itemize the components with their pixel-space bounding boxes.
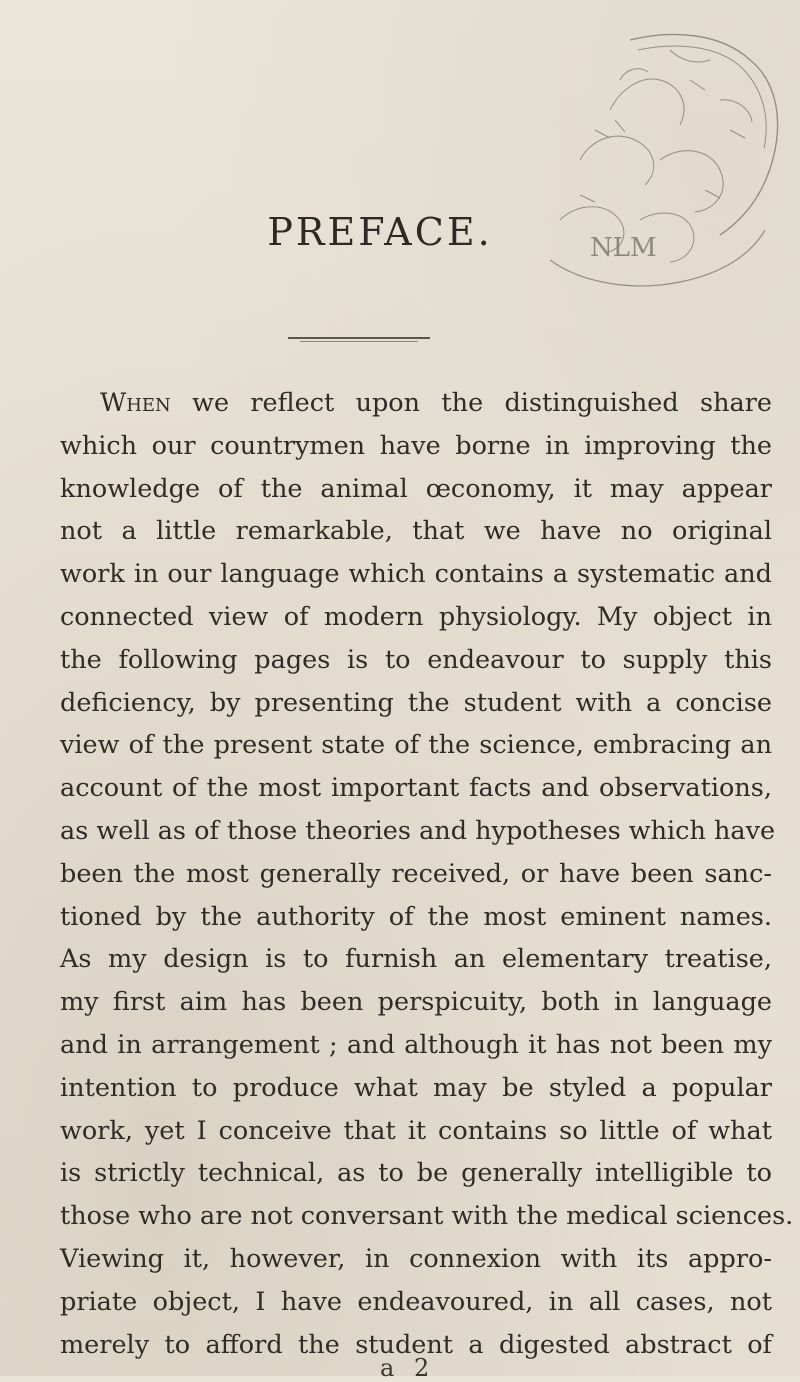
paragraph-line: intention to produce what may be styled a popular [60, 1072, 772, 1103]
paragraph-line: my first aim has been perspicuity, both in language [60, 987, 772, 1018]
paragraph-line: view of the present state of the science, embracing an [60, 730, 772, 761]
library-stamp [520, 20, 790, 320]
stamp-text: NLM [590, 233, 657, 263]
paragraph-line: as well as of those theories and hypotheses which have [60, 815, 776, 846]
paragraph-line: Viewing it, however, in connexion with its appro- [60, 1243, 772, 1274]
paragraph-line: priate object, I have endeavoured, in all cases, not [60, 1286, 772, 1317]
paragraph-line: which our countrymen have borne in improving the [60, 430, 772, 461]
paragraph-line: the following pages is to endeavour to supply this [60, 644, 772, 675]
paragraph-line: knowledge of the animal œconomy, it may appear [60, 473, 772, 504]
paragraph-line: those who are not conversant with the medical sciences. [60, 1201, 794, 1232]
paragraph-line: and in arrangement ; and although it has not been my [60, 1029, 772, 1060]
paragraph-line: deficiency, by presenting the student with a concise [60, 687, 772, 718]
paragraph-line: work, yet I conceive that it contains so little of what [60, 1115, 772, 1146]
lead-word: When [100, 388, 171, 418]
paragraph-line: account of the most important facts and observations, [60, 773, 772, 804]
paragraph-line: connected view of modern physiology. My object in [60, 601, 772, 632]
paragraph-line: As my design is to furnish an elementary treatise, [60, 944, 772, 975]
paragraph-line: When we reflect upon the distinguished share [100, 388, 772, 418]
preface-paragraph [60, 382, 794, 1366]
paragraph-line: is strictly technical, as to be generally intelligible to [60, 1158, 772, 1189]
page-title: PREFACE. [267, 210, 493, 254]
paragraph-line: been the most generally received, or have been sanc- [60, 858, 772, 889]
paragraph-line: work in our language which contains a systematic and [60, 559, 772, 590]
paragraph-line: tioned by the authority of the most eminent names. [60, 901, 772, 932]
paragraph-line: not a little remarkable, that we have no original [60, 516, 772, 547]
signature-mark: a 2 [380, 1354, 436, 1382]
title-rule [288, 337, 430, 339]
paragraph-line: merely to afford the student a digested abstract of [60, 1329, 772, 1360]
title-rule-thin [300, 341, 418, 342]
